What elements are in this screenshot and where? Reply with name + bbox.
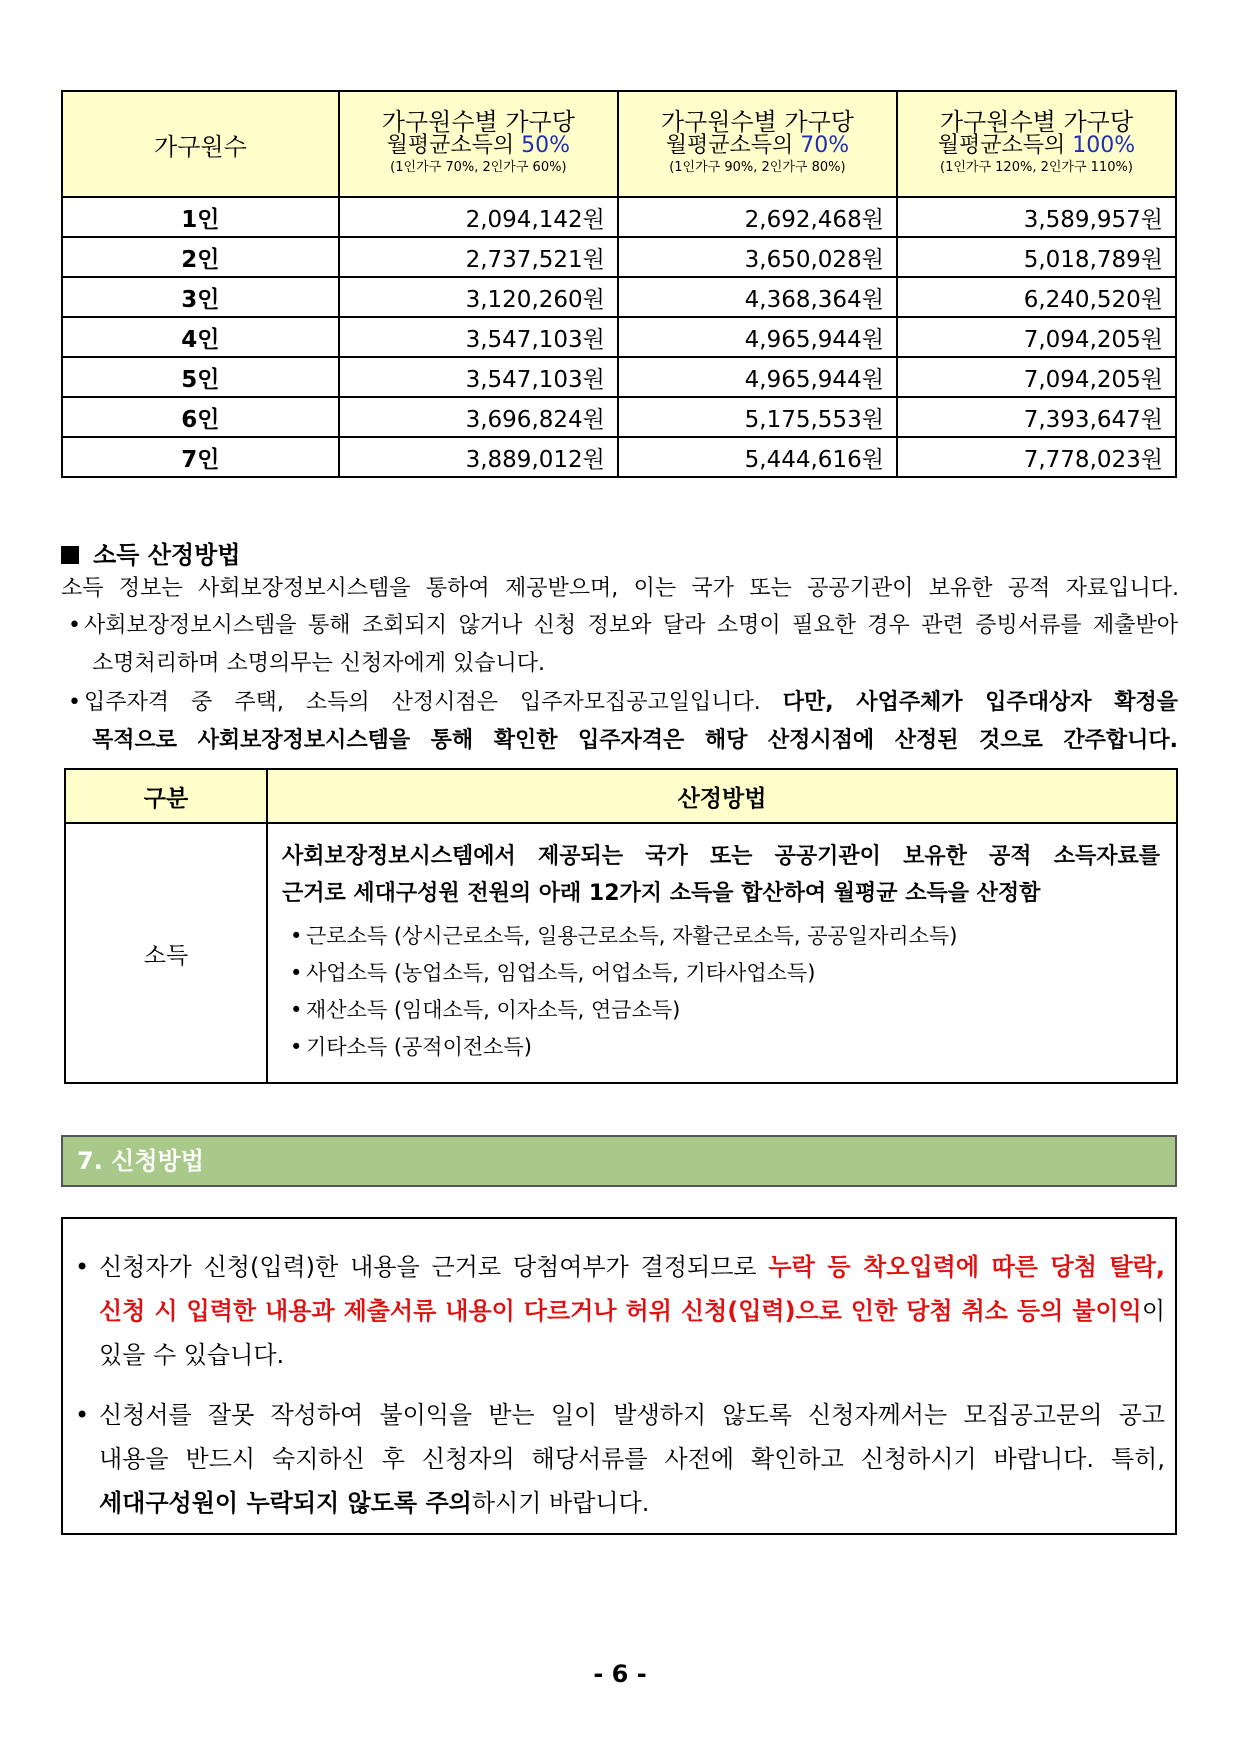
cell-70: 4,965,944원 bbox=[618, 317, 897, 357]
cell-50: 3,120,260원 bbox=[339, 277, 618, 317]
section-7-heading: 7. 신청방법 bbox=[61, 1135, 1177, 1187]
application-notice-box bbox=[61, 1217, 1177, 1535]
cell-100: 7,094,205원 bbox=[897, 357, 1176, 397]
bullet-dot-icon: • bbox=[75, 1401, 90, 1429]
cell-100: 7,778,023원 bbox=[897, 437, 1176, 477]
cell-70: 4,965,944원 bbox=[618, 357, 897, 397]
list-item: • 기타소득 (공적이전소득) bbox=[290, 1035, 532, 1059]
income-table bbox=[61, 90, 1177, 478]
cell-50: 3,889,012원 bbox=[339, 437, 618, 477]
notice-item: • 신청자가 신청(입력)한 내용을 근거로 당첨여부가 결정되므로 누락 등 착오입력에 따른 당첨 탈락, 신청 시 입력한 내용과 제출서류 내용이 다르거나 허위 신청(입력)으로 인한 당첨 취소 등의 불이익이 있을 수 있습니다. bbox=[75, 1245, 1165, 1377]
cell-70: 3,650,028원 bbox=[618, 237, 897, 277]
cell-50: 2,094,142원 bbox=[339, 197, 618, 237]
list-item: • 사업소득 (농업소득, 임업소득, 어업소득, 기타사업소득) bbox=[290, 961, 816, 985]
cell-70: 2,692,468원 bbox=[618, 197, 897, 237]
row-label: 2인 bbox=[62, 237, 339, 277]
method-header-category: 구분 bbox=[65, 769, 267, 823]
row-label: 3인 bbox=[62, 277, 339, 317]
cell-50: 3,547,103원 bbox=[339, 357, 618, 397]
header-household-size: 가구원수 bbox=[62, 91, 339, 197]
pct-70: 70% bbox=[800, 133, 850, 158]
pct-50: 50% bbox=[521, 133, 571, 158]
cell-100: 7,393,647원 bbox=[897, 397, 1176, 437]
cell-100: 6,240,520원 bbox=[897, 277, 1176, 317]
income-table-header bbox=[62, 91, 1176, 197]
bullet-dot-icon: • bbox=[75, 1253, 90, 1281]
list-item: • 근로소득 (상시근로소득, 일용근로소득, 자활근로소득, 공공일자리소득) bbox=[290, 924, 958, 948]
pct-100: 100% bbox=[1072, 133, 1136, 158]
row-label: 7인 bbox=[62, 437, 339, 477]
table-row bbox=[62, 237, 1176, 277]
cell-70: 5,175,553원 bbox=[618, 397, 897, 437]
bullet-dot-icon: • bbox=[68, 690, 81, 715]
cell-100: 3,589,957원 bbox=[897, 197, 1176, 237]
cell-100: 7,094,205원 bbox=[897, 317, 1176, 357]
income-intro: 소득 정보는 사회보장정보시스템을 통하여 제공받으며, 이는 국가 또는 공공기관이 보유한 공적 자료입니다. bbox=[61, 576, 1179, 601]
method-description: 사회보장정보시스템에서 제공되는 국가 또는 공공기관이 보유한 공적 소득자료를 근거로 세대구성원 전원의 아래 12가지 소득을 합산하여 월평균 소득을 산정함 • 근로소득 (상시근로소득, 일용근로소득, 자활근로소득, 공공일자리소득) • 사업소득 (농업소득, 임업소득, 어업소득, 기타사업소득) • 재산소득 (임대소득, 이자소득, 연금소득) • 기타소득 (공적이전소득) bbox=[267, 823, 1177, 1083]
bullet-item: • 입주자격 중 주택, 소득의 산정시점은 입주자모집공고일입니다. 다만, 사업주체가 입주대상자 확정을 목적으로 사회보장정보시스템을 통해 확인한 입주자격은 해당 산정시점에 산정된 것으로 간주합니다. bbox=[68, 684, 1178, 760]
header-50pct: 가구원수별 가구당 월평균소득의 50% (1인가구 70%, 2인가구 60%) bbox=[339, 91, 618, 197]
bullet-dot-icon: • bbox=[68, 613, 81, 638]
list-item: • 재산소득 (임대소득, 이자소득, 연금소득) bbox=[290, 998, 681, 1022]
cell-100: 5,018,789원 bbox=[897, 237, 1176, 277]
method-key-income: 소득 bbox=[65, 823, 267, 1083]
cell-70: 5,444,616원 bbox=[618, 437, 897, 477]
row-label: 1인 bbox=[62, 197, 339, 237]
cell-50: 2,737,521원 bbox=[339, 237, 618, 277]
header-70pct: 가구원수별 가구당 월평균소득의 70% (1인가구 90%, 2인가구 80%) bbox=[618, 91, 897, 197]
cell-70: 4,368,364원 bbox=[618, 277, 897, 317]
income-method-table bbox=[64, 768, 1178, 1084]
row-label: 4인 bbox=[62, 317, 339, 357]
table-row bbox=[62, 437, 1176, 477]
header-100pct: 가구원수별 가구당 월평균소득의 100% (1인가구 120%, 2인가구 110%) bbox=[897, 91, 1176, 197]
table-row bbox=[62, 397, 1176, 437]
page-number: - 6 - bbox=[593, 1660, 647, 1688]
method-header-method: 산정방법 bbox=[267, 769, 1177, 823]
bullet-item: • 사회보장정보시스템을 통해 조회되지 않거나 신청 정보와 달라 소명이 필요한 경우 관련 증빙서류를 제출받아 소명처리하며 소명의무는 신청자에게 있습니다. bbox=[68, 607, 1178, 683]
table-row bbox=[62, 197, 1176, 237]
cell-50: 3,696,824원 bbox=[339, 397, 618, 437]
income-method-heading: 소득 산정방법 bbox=[61, 535, 240, 570]
square-bullet-icon bbox=[61, 546, 79, 564]
table-row bbox=[62, 357, 1176, 397]
row-label: 5인 bbox=[62, 357, 339, 397]
row-label: 6인 bbox=[62, 397, 339, 437]
table-row bbox=[62, 277, 1176, 317]
cell-50: 3,547,103원 bbox=[339, 317, 618, 357]
table-row bbox=[62, 317, 1176, 357]
notice-item: • 신청서를 잘못 작성하여 불이익을 받는 일이 발생하지 않도록 신청자께서는 모집공고문의 공고 내용을 반드시 숙지하신 후 신청자의 해당서류를 사전에 확인하고 신청하시기 바랍니다. 특히, 세대구성원이 누락되지 않도록 주의하시기 바랍니다. bbox=[75, 1393, 1165, 1525]
